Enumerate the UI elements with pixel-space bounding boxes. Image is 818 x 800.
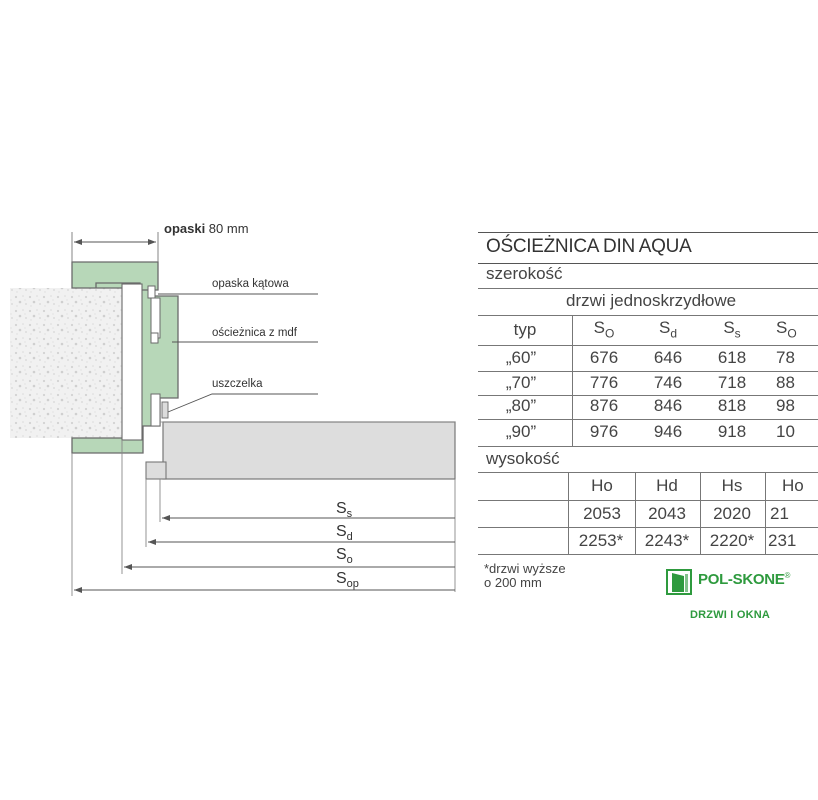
dim-ss-main: S — [336, 500, 347, 517]
dim-sop-sub: op — [346, 578, 359, 590]
row-value: 976 — [589, 422, 619, 441]
dim-so-sub: o — [346, 554, 353, 566]
divider — [478, 500, 818, 501]
row-value: 2243* — [644, 531, 690, 550]
dim-sd-label — [336, 523, 353, 543]
row-value: 10 — [776, 422, 795, 441]
logo-door-icon — [666, 569, 692, 595]
row-value: 618 — [717, 348, 747, 367]
opaski-label — [164, 221, 249, 236]
row-typ: „80” — [505, 396, 537, 415]
row-value: 946 — [653, 422, 683, 441]
header-col-4-sub: O — [787, 326, 797, 341]
header-col-1 — [572, 318, 636, 340]
frame-clip-top — [148, 286, 155, 298]
row-value: 646 — [653, 348, 683, 367]
wall — [10, 288, 128, 438]
footnote-line-1: *drzwi wyższe — [484, 561, 566, 576]
header-col-1-sub: O — [605, 326, 615, 341]
row-value: 2253* — [578, 531, 624, 550]
height-header: Ho — [782, 476, 804, 495]
dim-ss-label — [336, 500, 353, 520]
divider — [478, 288, 818, 289]
dim-sd-sub: d — [346, 531, 353, 543]
footnote-line-2: o 200 mm — [484, 575, 542, 590]
seal — [162, 402, 168, 418]
row-typ: „90” — [505, 422, 537, 441]
header-col-1-main: S — [593, 318, 605, 337]
divider — [765, 472, 766, 554]
logo-name — [698, 571, 790, 588]
row-value: 818 — [717, 396, 747, 415]
callout-uszczelka: uszczelka — [212, 378, 263, 390]
table-title: OŚCIEŻNICA DIN AQUA — [486, 236, 692, 257]
frame-slot-upper — [151, 298, 160, 338]
width-section-label: szerokość — [486, 264, 563, 283]
divider — [700, 472, 701, 554]
height-header: Ho — [591, 476, 613, 495]
row-value: 846 — [653, 396, 683, 415]
logo-name-text: POL-SKONE — [698, 571, 785, 588]
dim-sop-main: S — [336, 570, 347, 587]
row-value: 78 — [776, 348, 795, 367]
footnote — [484, 562, 566, 590]
logo-tagline: DRZWI I OKNA — [690, 609, 771, 621]
row-value: 2053 — [583, 504, 621, 523]
row-value: 2043 — [648, 504, 686, 523]
dim-ss-sub: s — [346, 508, 353, 520]
divider — [568, 472, 569, 554]
height-header: Hs — [721, 476, 743, 495]
row-value: 231 — [768, 531, 797, 550]
dim-sd-main: S — [336, 523, 347, 540]
pol-skone-logo — [666, 567, 800, 627]
frame-slot-lower — [151, 394, 160, 426]
frame-clip-mid — [151, 333, 158, 343]
callout-line-uszczelka — [168, 394, 318, 412]
divider — [478, 419, 818, 420]
row-value: 21 — [770, 504, 789, 523]
row-value: 718 — [717, 373, 747, 392]
opaski-label-rest: 80 mm — [205, 221, 249, 236]
row-value: 918 — [717, 422, 747, 441]
header-typ: typ — [513, 320, 537, 339]
divider — [478, 345, 818, 346]
divider — [572, 315, 573, 446]
divider — [635, 472, 636, 554]
header-col-4 — [776, 318, 797, 340]
door-rebate — [146, 462, 166, 479]
height-section-label: wysokość — [486, 449, 560, 468]
header-col-3-main: S — [723, 318, 735, 337]
divider — [478, 554, 818, 555]
divider — [478, 472, 818, 473]
header-col-2-sub: d — [670, 326, 678, 341]
dim-so-label — [336, 546, 353, 566]
row-value: 2020 — [713, 504, 751, 523]
dimensions-table — [478, 232, 804, 572]
header-col-3 — [700, 318, 764, 340]
divider — [478, 315, 818, 316]
header-col-3-sub: s — [734, 326, 741, 341]
row-value: 98 — [776, 396, 795, 415]
opaski-label-bold: opaski — [164, 221, 206, 236]
divider — [478, 446, 818, 447]
row-typ: „70” — [505, 373, 537, 392]
row-value: 746 — [653, 373, 683, 392]
row-typ: „60” — [505, 348, 537, 367]
callout-oscieznica-mdf: ościeżnica z mdf — [212, 327, 298, 339]
header-col-2 — [636, 318, 700, 340]
divider — [478, 371, 818, 372]
row-value: 88 — [776, 373, 795, 392]
dim-so-main: S — [336, 546, 347, 563]
height-header: Hd — [656, 476, 678, 495]
table-title-row — [478, 232, 818, 264]
dim-sop-label — [336, 570, 359, 590]
divider — [478, 527, 818, 528]
row-value: 676 — [589, 348, 619, 367]
header-col-4-main: S — [776, 318, 788, 337]
row-value: 876 — [589, 396, 619, 415]
callout-opaska-katowa: opaska kątowa — [212, 278, 289, 290]
row-value: 776 — [589, 373, 619, 392]
door-type-label: drzwi jednoskrzydłowe — [566, 291, 737, 310]
door-leaf — [163, 422, 455, 479]
header-col-2-main: S — [658, 318, 671, 337]
logo-registered: ® — [784, 571, 791, 580]
frame-channel — [122, 284, 142, 440]
row-value: 2220* — [709, 531, 755, 550]
